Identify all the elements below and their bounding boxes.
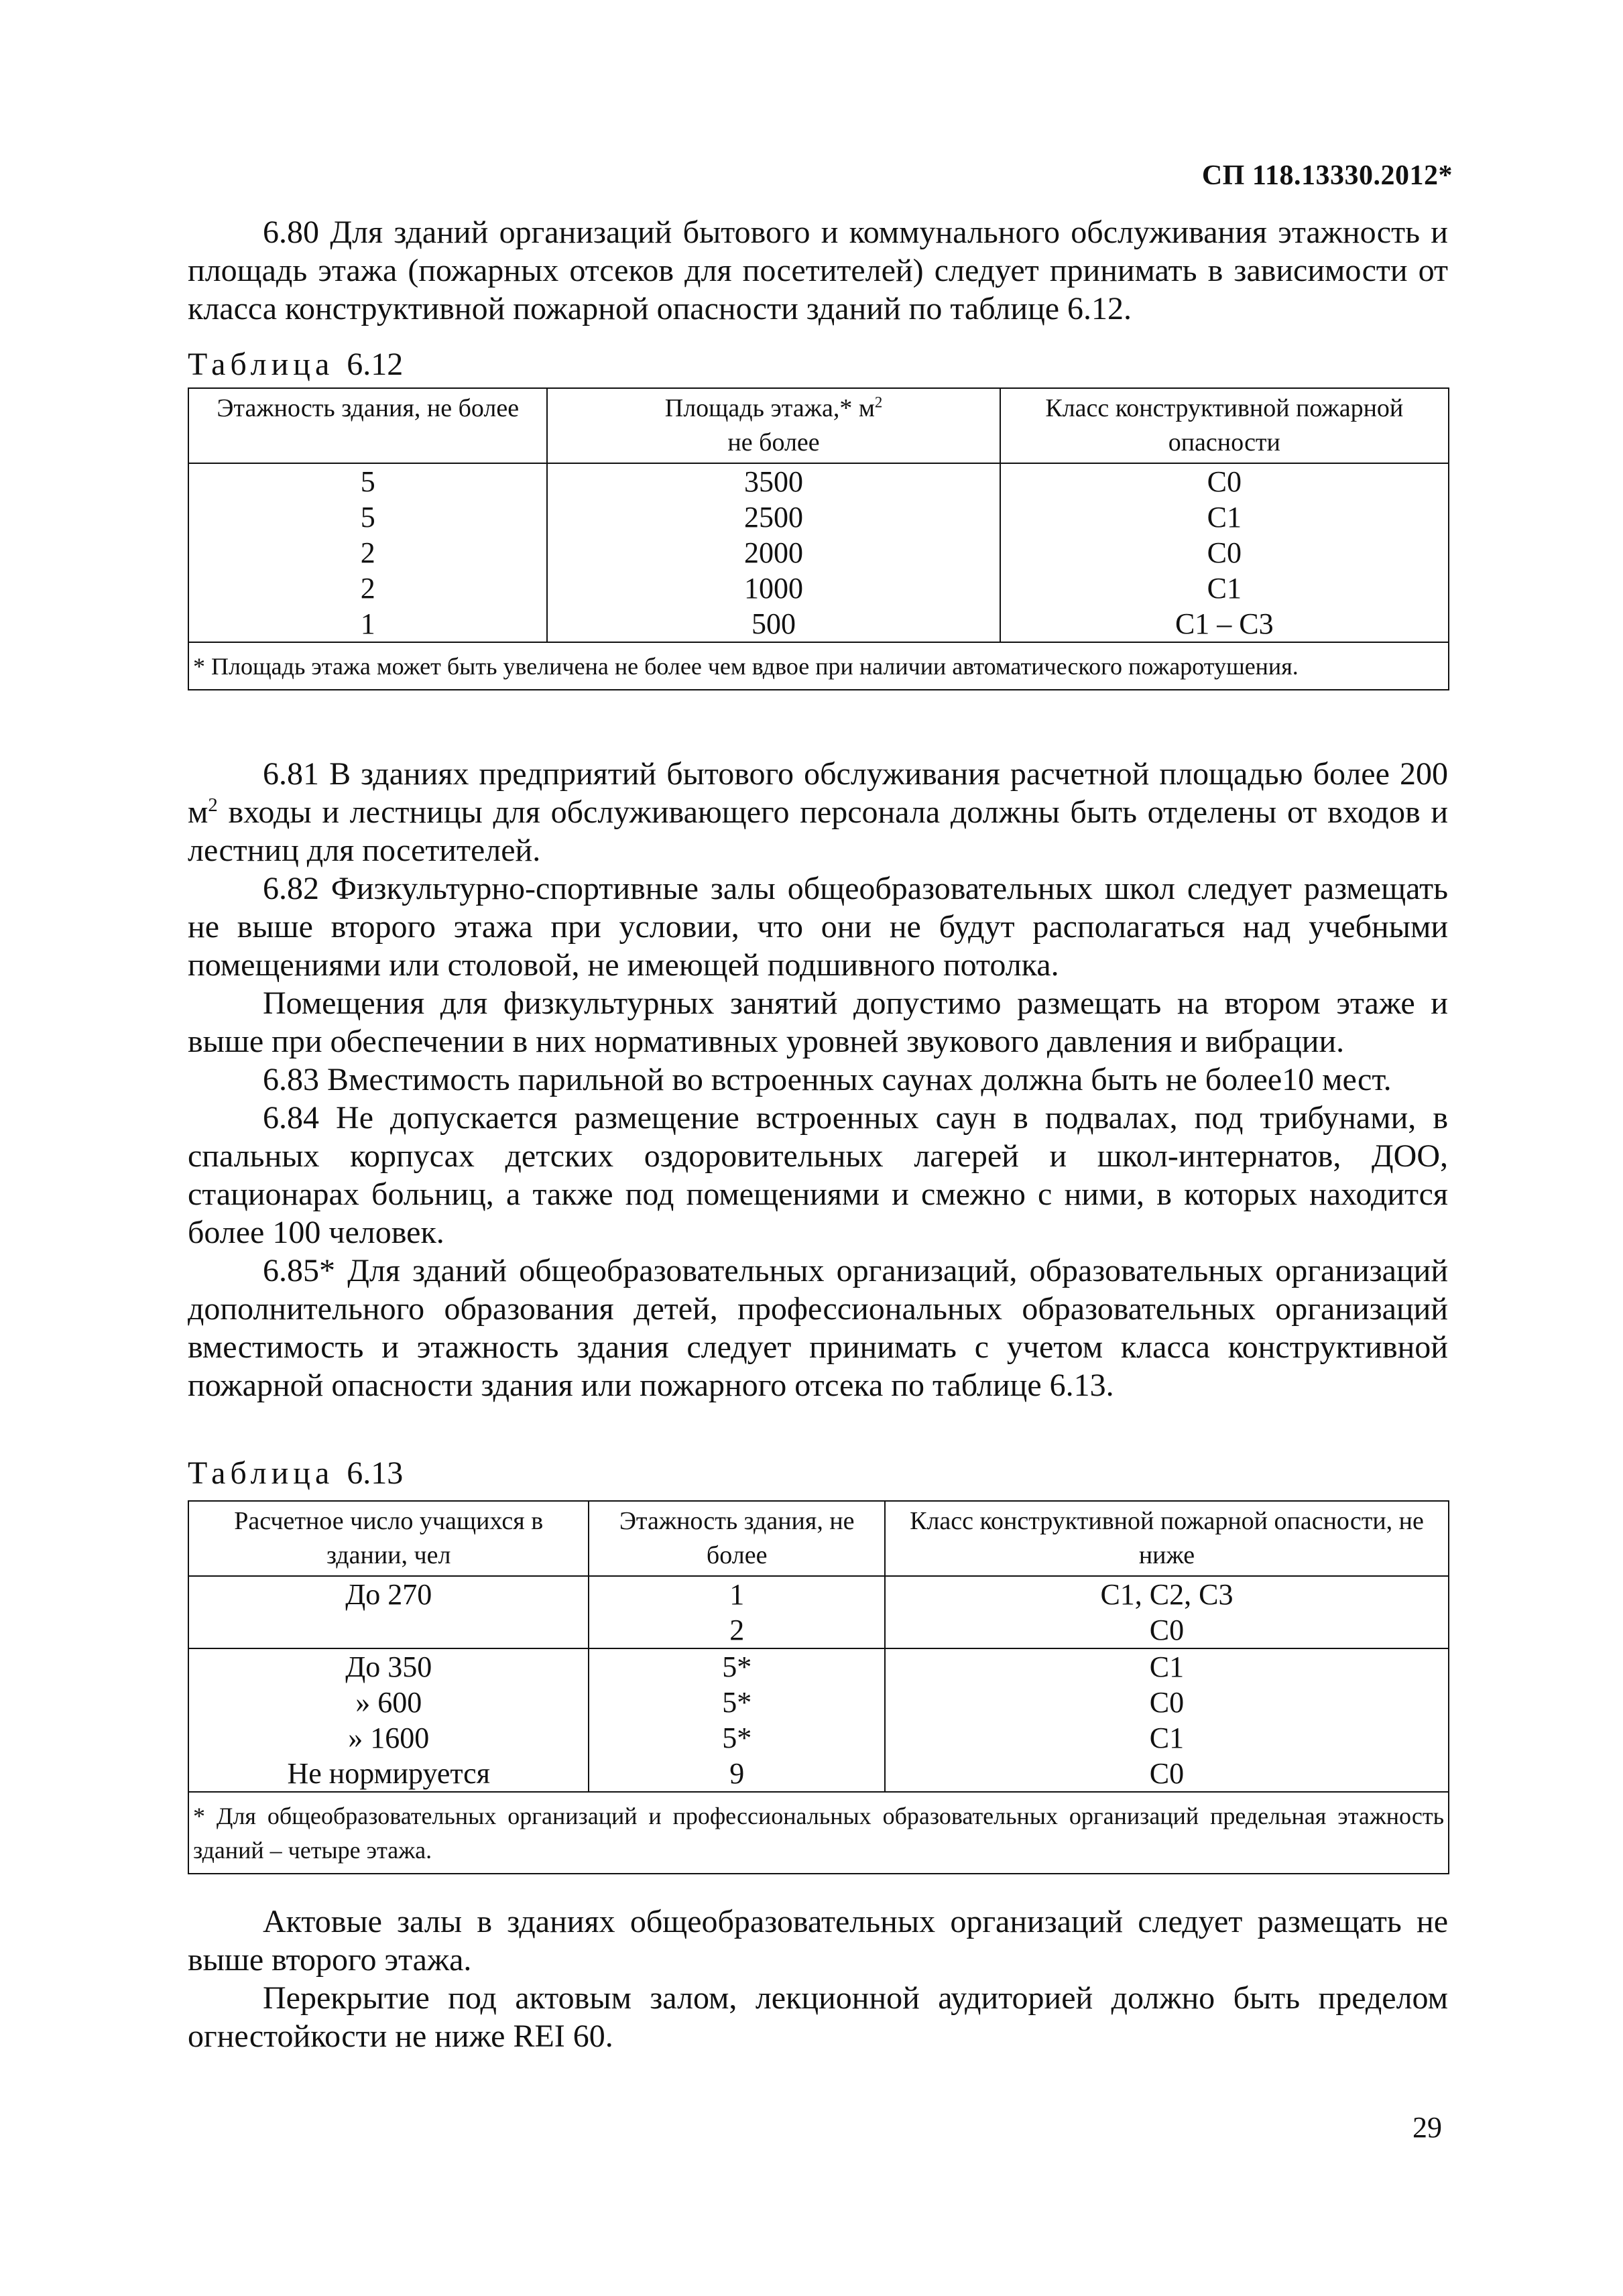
cell-class: С0 <box>1000 463 1449 499</box>
paragraph-floor-slab: Перекрытие под актовым залом, лекционной аудиторией должно быть пределом огнестойкости не ниже REI 60. <box>188 1980 1448 2054</box>
cell-students <box>188 1612 589 1648</box>
page-number: 29 <box>1412 2111 1442 2144</box>
table-6-12-caption <box>188 346 403 383</box>
cell-students: До 270 <box>188 1576 589 1612</box>
cell-floors: 5* <box>589 1720 885 1756</box>
cell-floors: 9 <box>589 1756 885 1792</box>
header-cell-floors: Этажность здания, не более <box>188 388 547 463</box>
cell-class: С1 <box>885 1648 1449 1685</box>
paragraph-6-81 <box>188 755 1448 869</box>
cell-area: 3500 <box>547 463 1000 499</box>
paragraph-6-82-continued: Помещения для физкультурных занятий допустимо размещать на втором этаже и выше при обеспечении в них нормативных уровней звукового давления и вибрации. <box>188 985 1448 1059</box>
table-note-text: * Для общеобразовательных организаций и профессиональных образовательных организаций предельная этажность зданий – четыре этажа. <box>193 1803 1444 1864</box>
cell-floors: 5 <box>188 499 547 535</box>
table-caption-word: Таблица <box>188 347 335 382</box>
cell-area: 2500 <box>547 499 1000 535</box>
cell-area: 500 <box>547 606 1000 642</box>
cell-class: С0 <box>885 1685 1449 1720</box>
cell-floors: 1 <box>188 606 547 642</box>
cell-class: С1 – С3 <box>1000 606 1449 642</box>
table-row <box>188 499 1449 535</box>
table-row <box>188 1685 1449 1720</box>
table-6-13 <box>188 1500 1449 1874</box>
table-note-row <box>188 1792 1449 1874</box>
table-row <box>188 606 1449 642</box>
table-caption-word: Таблица <box>188 1455 335 1491</box>
table-note <box>188 1792 1449 1874</box>
cell-class: С0 <box>885 1612 1449 1648</box>
header-cell-area <box>547 388 1000 463</box>
table-header-row <box>188 1501 1449 1576</box>
header-cell-class: Класс конструктивной пожарной опасности <box>1000 388 1449 463</box>
cell-class: С0 <box>885 1756 1449 1792</box>
paragraph-6-82: 6.82 Физкультурно-спортивные залы общеобразовательных школ следует размещать не выше второго этажа при условии, что они не будут располагаться над учебными помещениями или столовой, не имеющей подшивного потолка. <box>188 871 1448 983</box>
header-area-sup: 2 <box>874 394 883 411</box>
table-note-text: * Площадь этажа может быть увеличена не более чем вдвое при наличии автоматического пожаротушения. <box>193 653 1299 680</box>
table-row <box>188 1612 1449 1648</box>
table-row <box>188 535 1449 570</box>
cell-floors: 5 <box>188 463 547 499</box>
paragraph-6-80: 6.80 Для зданий организаций бытового и коммунального обслуживания этажность и площадь этажа (пожарных отсеков для посетителей) следует принимать в зависимости от класса конструктивной пожарной опасности зданий по таблице 6.12. <box>188 215 1448 326</box>
table-6-13-caption <box>188 1455 403 1492</box>
cell-area: 1000 <box>547 570 1000 606</box>
cell-floors: 2 <box>188 570 547 606</box>
table-header-row <box>188 388 1449 463</box>
table-row <box>188 1756 1449 1792</box>
table-row <box>188 570 1449 606</box>
cell-students: » 600 <box>188 1685 589 1720</box>
table-row <box>188 1720 1449 1756</box>
table-caption-number: 6.13 <box>347 1455 404 1491</box>
table-row <box>188 463 1449 499</box>
cell-students: До 350 <box>188 1648 589 1685</box>
cell-class: С0 <box>1000 535 1449 570</box>
table-caption-number: 6.12 <box>347 347 404 382</box>
cell-class: С1 <box>885 1720 1449 1756</box>
cell-floors: 5* <box>589 1648 885 1685</box>
header-area-line2: не более <box>727 428 820 457</box>
cell-floors: 5* <box>589 1685 885 1720</box>
table-6-12 <box>188 387 1449 690</box>
paragraph-assembly-halls: Актовые залы в зданиях общеобразовательных организаций следует размещать не выше второго этажа. <box>188 1904 1448 1978</box>
cell-floors: 1 <box>589 1576 885 1612</box>
cell-class: С1, С2, С3 <box>885 1576 1449 1612</box>
cell-students: » 1600 <box>188 1720 589 1756</box>
table-row <box>188 1648 1449 1685</box>
cell-class: С1 <box>1000 499 1449 535</box>
table-note-row <box>188 642 1449 690</box>
document-id: СП 118.13330.2012* <box>1201 160 1453 191</box>
header-cell-students: Расчетное число учащихся в здании, чел <box>188 1501 589 1576</box>
paragraph-6-81-text-a: 6.81 В зданиях предприятий бытового обслуживания расчетной площадью более 200 м <box>188 756 1448 830</box>
cell-floors: 2 <box>589 1612 885 1648</box>
header-cell-class: Класс конструктивной пожарной опасности, не ниже <box>885 1501 1449 1576</box>
paragraph-6-85: 6.85* Для зданий общеобразовательных организаций, образовательных организаций дополнительного образования детей, профессиональных образовательных организаций вместимость и этажность здания следует принимать с учетом класса конструктивной пожарной опасности здания или пожарного отсека по таблице 6.13. <box>188 1253 1448 1403</box>
cell-students: Не нормируется <box>188 1756 589 1792</box>
paragraph-6-83: 6.83 Вместимость парильной во встроенных саунах должна быть не более10 мест. <box>263 1062 1392 1097</box>
cell-area: 2000 <box>547 535 1000 570</box>
table-row <box>188 1576 1449 1612</box>
cell-class: С1 <box>1000 570 1449 606</box>
table-note <box>188 642 1449 690</box>
paragraph-6-81-sup: 2 <box>208 794 218 816</box>
paragraph-6-84: 6.84 Не допускается размещение встроенных саун в подвалах, под трибунами, в спальных корпусах детских оздоровительных лагерей и школ-интернатов, ДОО, стационарах больниц, а также под помещениями и смежно с ними, в которых находится более 100 человек. <box>188 1100 1448 1250</box>
cell-floors: 2 <box>188 535 547 570</box>
header-area-text: Площадь этажа,* м <box>664 394 875 422</box>
header-cell-floors: Этажность здания, не более <box>589 1501 885 1576</box>
paragraph-6-81-text-b: входы и лестницы для обслуживающего персонала должны быть отделены от входов и лестниц для посетителей. <box>188 794 1448 868</box>
